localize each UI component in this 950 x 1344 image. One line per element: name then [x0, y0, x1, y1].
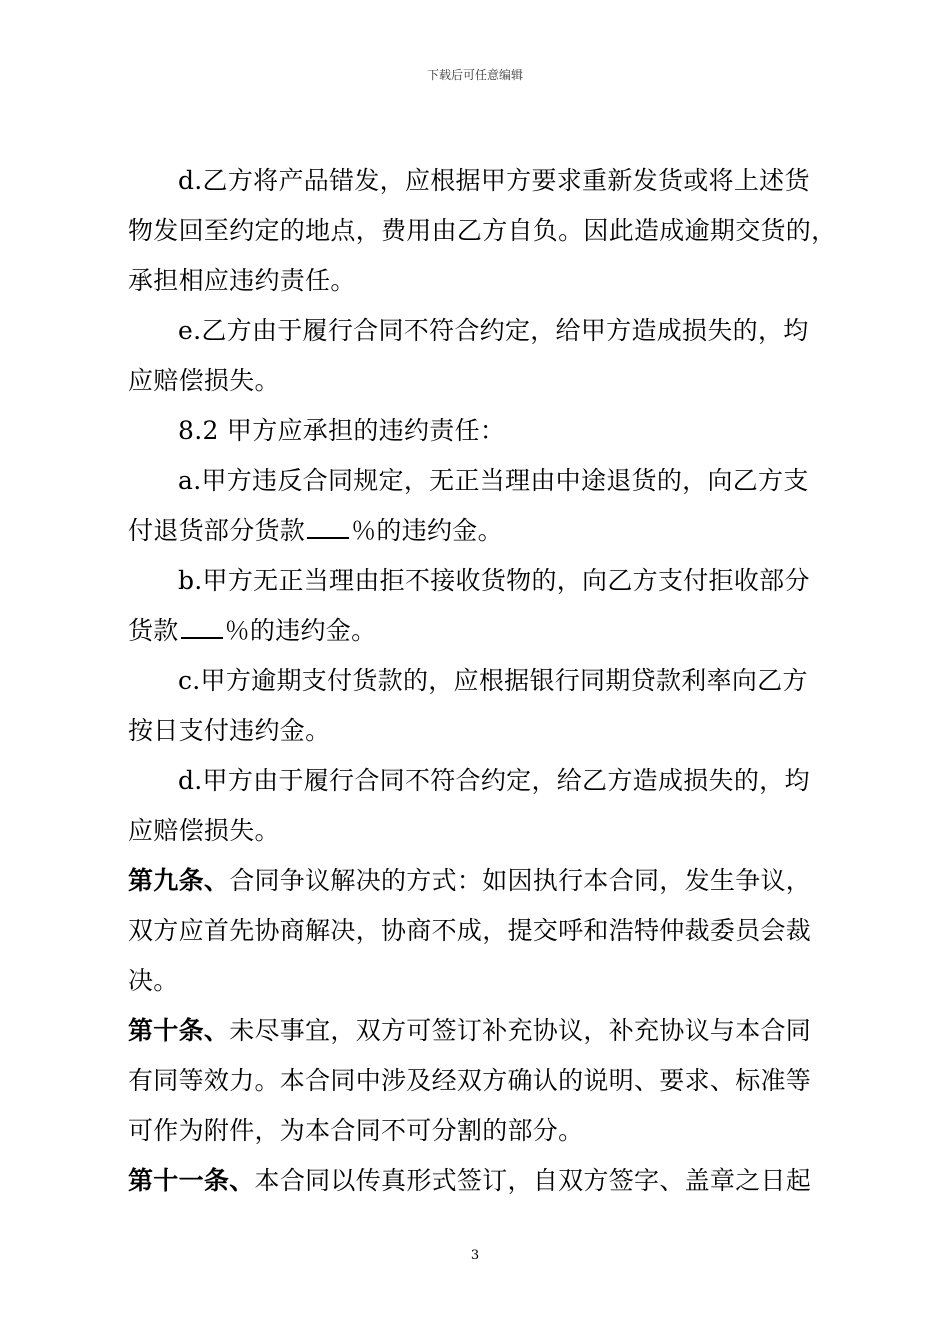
paragraph-line: 可作为附件，为本合同不可分割的部分。 [128, 1116, 584, 1145]
document-body [128, 156, 837, 1206]
paragraph-line: b.甲方无正当理由拒不接收货物的，向乙方支付拒收部分 [178, 566, 810, 595]
article-9-line [128, 856, 834, 906]
paragraph-line: 决。 [128, 966, 179, 995]
paragraph-line: e.乙方由于履行合同不符合约定，给甲方造成损失的，均 [178, 316, 809, 345]
paragraph-line: d.乙方将产品错发，应根据甲方要求重新发货或将上述货 [178, 166, 810, 195]
article-10-line [128, 1006, 834, 1056]
article-title: 第十一条、 [128, 1166, 255, 1195]
text-segment: 付退货部分货款 [128, 516, 306, 545]
text-segment: 合同争议解决的方式：如因执行本合同，发生争议， [229, 866, 812, 895]
paragraph-line: 应赔偿损失。 [128, 366, 280, 395]
paragraph-line [128, 506, 834, 556]
text-segment: 未尽事宜，双方可签订补充协议，补充协议与本合同 [229, 1016, 812, 1045]
paragraph-line: 有同等效力。本合同中涉及经双方确认的说明、要求、标准等 [128, 1066, 812, 1095]
text-segment: 本合同以传真形式签订，自双方签字、盖章之日起 [254, 1166, 812, 1195]
text-segment: 货款 [128, 616, 179, 645]
paragraph-line: d.甲方由于履行合同不符合约定，给乙方造成损失的，均 [178, 766, 810, 795]
text-segment: ％的违约金。 [224, 616, 377, 645]
paragraph-line: a.甲方违反合同规定，无正当理由中途退货的，向乙方支 [178, 466, 809, 495]
section-heading: 8.2 甲方应承担的违约责任： [178, 416, 506, 445]
text-segment: ％的违约金。 [351, 516, 503, 545]
paragraph-line: 物发回至约定的地点，费用由乙方自负。因此造成逾期交货的， [128, 216, 837, 245]
article-11-line [128, 1156, 834, 1206]
page-number: 3 [470, 1248, 480, 1263]
fill-in-blank [307, 509, 349, 539]
paragraph-line [128, 606, 834, 656]
paragraph-line: 双方应首先协商解决，协商不成，提交呼和浩特仲裁委员会裁 [128, 916, 812, 945]
fill-in-blank [181, 609, 223, 639]
paragraph-line: c.甲方逾期支付货款的，应根据银行同期贷款利率向乙方 [178, 666, 808, 695]
paragraph-line: 承担相应违约责任。 [128, 266, 356, 295]
page-header: 下载后可任意编辑 [426, 68, 523, 82]
paragraph-line: 按日支付违约金。 [128, 716, 331, 745]
paragraph-line: 应赔偿损失。 [128, 816, 280, 845]
article-title: 第九条、 [128, 866, 230, 895]
article-title: 第十条、 [128, 1016, 230, 1045]
